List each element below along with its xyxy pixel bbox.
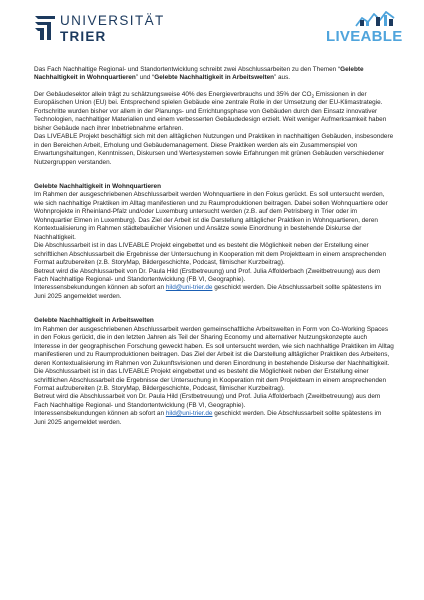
topic-title-2: Gelebte Nachhaltigkeit in Arbeitswelten — [154, 74, 275, 82]
liveable-wordmark: LIVEABLE — [326, 28, 403, 45]
section2-paragraph-2: Die Abschlussarbeit ist in das LIVEABLE Projekt eingebettet und es besteht die Möglichkeit neben der Erstellung einer schriftlichen Abschlussarbeit die Ergebnisse der Untersuchung in Kooperation mit dem Projektteam in einem ansprechenden Format aufzubereiten (z.B. StoryMap, Bildergeschichte, Podcast, filmischer Kurzbeitrag). — [34, 368, 387, 392]
section-heading-arbeitswelten: Gelebte Nachhaltigkeit in Arbeitswelten — [34, 317, 154, 325]
section2-paragraph-3: Betreut wird die Abschlussarbeit von Dr. Paula Hild (Erstbetreuung) und Prof. Julia Affolderbach (Zweitbetreuung) aus dem Fach Nachhaltige Regional- und Standortentwicklung (FB VI, Geographie). — [34, 393, 381, 409]
intro-paragraph — [34, 66, 394, 83]
contact-text: Interessensbekundungen können ab sofort an — [34, 410, 166, 418]
contact-text: geschickt werden. Die Abschlussarbeit sollte spätestens im Juni 2025 angemeldet werden. — [34, 410, 382, 426]
email-link[interactable]: hild@uni-trier.de — [165, 284, 213, 292]
intro-text: Das Fach Nachhaltige Regional- und Standortentwicklung schreibt zwei Abschlussarbeiten zu den Themen “ — [34, 66, 341, 73]
page-header — [0, 0, 424, 60]
university-emblem-icon — [34, 14, 56, 42]
section1-paragraph-2: Die Abschlussarbeit ist in das LIVEABLE Projekt eingebettet und es besteht die Möglichkeit neben der Erstellung einer schriftlichen Abschlussarbeit die Ergebnisse der Untersuchung in Kooperation mit dem Projektteam in einem ansprechenden Format aufzubereiten (z.B. StoryMap, Bildergeschichte, Podcast, filmischer Kurzbeitrag). — [34, 242, 387, 267]
section-heading-wohnquartiere: Gelebte Nachhaltigkeit in Wohnquartieren — [34, 182, 162, 190]
section1-paragraph-4 — [34, 284, 394, 301]
intro-text: ” und “ — [135, 74, 155, 82]
section2-paragraph-1: Im Rahmen der ausgeschriebenen Abschlussarbeit werden gemeinschaftliche Arbeitswelten in Form von Co-Working Spaces in den Fokus gerückt, die in den letzten Jahren als Teil der Sharing Economy und alternativer Nutzungskonzepte auch Interesse in der geographischen Forschung geweckt haben. Es soll untersucht werden, wie sich nachhaltige Praktiken im Alltag manifestieren und zu Raumproduktionen beitragen. Das Ziel der Arbeit ist die Darstellung alltäglicher Praktiken des Arbeitens, deren Kontextualisierung im Rahmen von Zukunftsvisionen und deren Einordnung in bestehende Diskurse der Nachhaltigkeit. — [34, 325, 394, 367]
section1-paragraph-1: Im Rahmen der ausgeschriebenen Abschlussarbeit werden Wohnquartiere in den Fokus gerückt. Es soll untersucht werden, wie sich nachhaltige Praktiken im Alltag manifestieren und zu Raumproduktionen beitragen. Dabei sollen Wohnquartiere oder Wohnprojekte in Rheinland-Pfalz und/oder Luxemburg untersucht werden (z.B. auf dem Petrisberg in Trier oder im Wohnquartier Elmen in Luxemburg). Das Ziel der Arbeit ist die Darstellung alltäglicher Praktiken in Wohnquartieren, deren Kontextualisierung im Rahmen städtebaulicher Visionen und Ansätze sowie Einordnung in bestehende Diskurse der Nachhaltigkeit. — [34, 191, 388, 241]
university-name-line2: TRIER — [60, 29, 107, 44]
background-text: Emissionen in der Europäischen Union (EU) bei. Entsprechend spielen Gebäude eine zentrale Rolle in der Umsetzung der EU-Klimastrategie. Fortschritte wurden bisher vor allem in der Planungs- und Errichtungsphase von Gebäuden durch den Einsatz innovativer Technologien, nachhaltiger Materialien und einem verbesserten Gebäudedesign erzielt. Weit weniger Aufmerksamkeit haben bisher Gebäude nach ihrer Inbetriebnahme erfahren. — [34, 90, 387, 132]
contact-text: Interessensbekundungen können ab sofort an — [34, 284, 166, 292]
background-paragraph-2: Das LIVEABLE Projekt beschäftigt sich mit den alltäglichen Nutzungen und Praktiken in nachhaltigen Gebäuden, insbesondere in den Bereichen Arbeit, Erholung und Gebäudemanagement. Diese Praktiken werden als ein Zusammenspiel von Erwartungshaltungen, Kenntnissen, Diskursen und Wertesystemen sowie Erfahrungen mit grünen Gebäuden verschiedener Nutzergruppen verstanden. — [34, 133, 394, 166]
liveable-skyline-icon — [354, 8, 398, 28]
section1-paragraph-3: Betreut wird die Abschlussarbeit von Dr. Paula Hild (Erstbetreuung) und Prof. Julia Affolderbach (Zweitbetreuung) aus dem Fach Nachhaltige Regional- und Standortentwicklung (FB VI, Geographie). — [34, 267, 381, 283]
co2-subscript: 2 — [311, 93, 314, 99]
university-name-line1: UNIVERSITÄT — [60, 13, 165, 28]
contact-text: geschickt werden. Die Abschlussarbeit sollte spätestens im Juni 2025 angemeldet werden. — [34, 284, 382, 300]
background-text: Der Gebäudesektor allein trägt zu schätzungsweise 40% des Energieverbrauchs und 35% der CO — [34, 90, 312, 98]
announcement-body — [34, 66, 394, 435]
liveable-logo — [326, 8, 403, 48]
university-logo — [34, 12, 165, 46]
email-link[interactable]: hild@uni-trier.de — [165, 410, 213, 418]
topic-title-1: Gelebte Nachhaltigkeit in Wohnquartieren — [34, 66, 364, 82]
intro-text: ” aus. — [274, 74, 291, 82]
background-paragraph-1 — [34, 91, 394, 133]
section2-paragraph-4 — [34, 410, 394, 427]
